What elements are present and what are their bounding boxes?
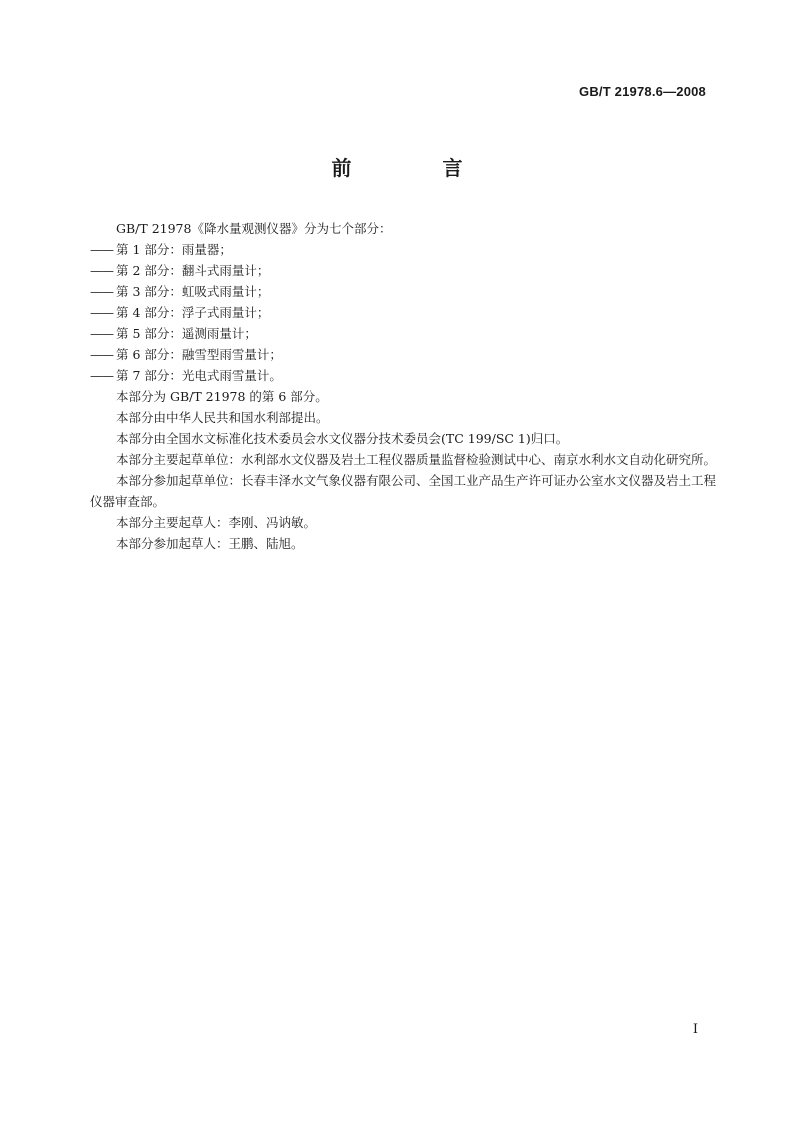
list-dash: —— bbox=[90, 305, 113, 320]
list-item-text: 第 4 部分：浮子式雨量计； bbox=[116, 305, 270, 320]
list-item-text: 第 3 部分：虹吸式雨量计； bbox=[116, 284, 270, 299]
foreword-body bbox=[90, 218, 718, 554]
list-item-text: 第 1 部分：雨量器； bbox=[116, 242, 232, 257]
statement-paragraph: 本部分主要起草单位：水利部水文仪器及岩土工程仪器质量监督检验测试中心、南京水利水文自动化研究所。 bbox=[116, 452, 717, 467]
list-dash: —— bbox=[90, 326, 113, 341]
page-title: 前 言 bbox=[331, 156, 505, 180]
statement-paragraph: 本部分由全国水文标准化技术委员会水文仪器分技术委员会(TC 199/SC 1)归口。 bbox=[116, 431, 569, 446]
list-item-text: 第 5 部分：遥测雨量计； bbox=[116, 326, 257, 341]
list-dash: —— bbox=[90, 284, 113, 299]
list-item bbox=[90, 260, 718, 281]
list-dash: —— bbox=[90, 263, 113, 278]
list-item bbox=[90, 302, 718, 323]
list-dash: —— bbox=[90, 242, 113, 257]
list-item bbox=[90, 323, 718, 344]
statement-paragraph: 本部分参加起草人：王鹏、陆旭。 bbox=[116, 536, 304, 551]
list-item-text: 第 7 部分：光电式雨雪量计。 bbox=[116, 368, 282, 383]
statement-paragraph: 本部分由中华人民共和国水利部提出。 bbox=[116, 410, 329, 425]
statement-paragraph: 本部分参加起草单位：长春丰泽水文气象仪器有限公司、全国工业产品生产许可证办公室水文仪器及岩土工程仪器审查部。 bbox=[90, 473, 717, 509]
list-dash: —— bbox=[90, 368, 113, 383]
list-dash: —— bbox=[90, 347, 113, 362]
statement-paragraph: 本部分主要起草人：李刚、冯讷敏。 bbox=[116, 515, 317, 530]
intro-paragraph: GB/T 21978《降水量观测仪器》分为七个部分： bbox=[116, 221, 392, 236]
page-number: I bbox=[692, 1022, 698, 1037]
list-item-text: 第 2 部分：翻斗式雨量计； bbox=[116, 263, 270, 278]
list-item-text: 第 6 部分：融雪型雨雪量计； bbox=[116, 347, 282, 362]
list-item bbox=[90, 281, 718, 302]
list-item bbox=[90, 365, 718, 386]
list-item bbox=[90, 344, 718, 365]
list-item bbox=[90, 239, 718, 260]
statement-paragraph: 本部分为 GB/T 21978 的第 6 部分。 bbox=[116, 389, 328, 404]
standard-code: GB/T 21978.6—2008 bbox=[579, 84, 706, 99]
